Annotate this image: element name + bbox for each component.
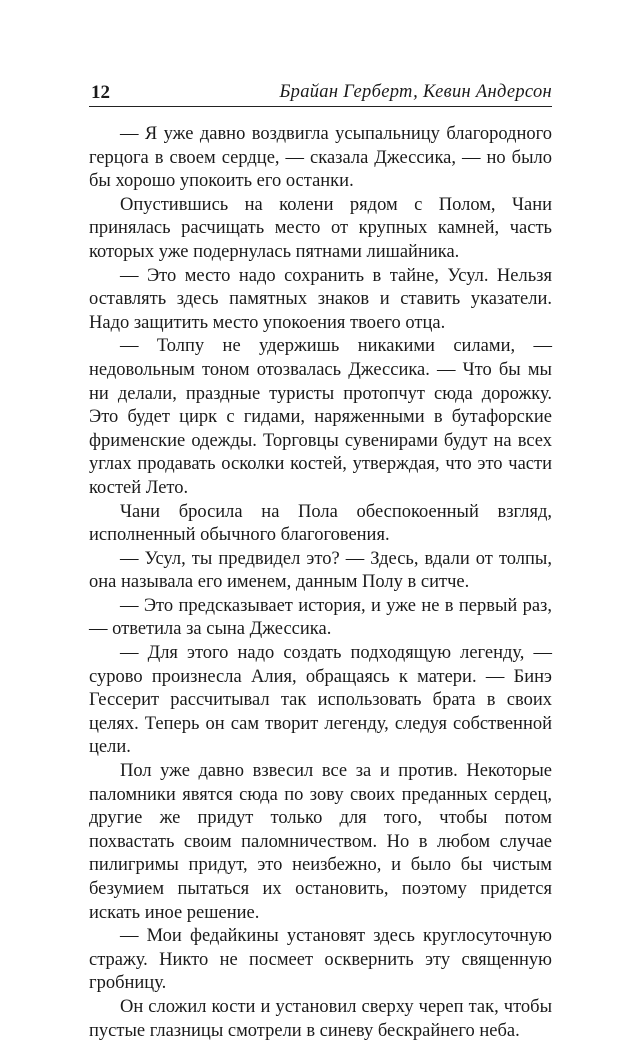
paragraph: — Для этого надо создать подходящую легенду, — сурово произнесла Алия, обращаясь к матери. — Бинэ Гессерит рассчитывал так использовать брата в своих целях. Теперь он сам творит легенду, следуя собственной цели.	[89, 643, 552, 758]
paragraph: Опустившись на колени рядом с Полом, Чани принялась расчищать место от крупных камней, часть которых уже подернулась пятнами лишайника.	[89, 194, 552, 262]
page-number: 12	[91, 82, 110, 103]
running-title: Брайан Герберт, Кевин Андерсон	[279, 82, 552, 102]
paragraph: — Это место надо сохранить в тайне, Усул. Нельзя оставлять здесь памятных знаков и ставить указатели. Надо защитить место упокоения твоего отца.	[89, 265, 552, 333]
paragraph: — Я уже давно воздвигла усыпальницу благородного герцога в своем сердце, — сказала Джессика, — но было бы хорошо упокоить его останки.	[89, 124, 552, 192]
paragraph: Пол уже давно взвесил все за и против. Некоторые паломники явятся сюда по зову своих преданных сердец, другие же придут только для того, чтобы потом похвастать своим паломничеством. Но в любом случае пилигримы придут, это неизбежно, и было бы чистым безумием пытаться их остановить, поэтому придется искать иное решение.	[89, 761, 552, 923]
paragraph: — Мои федайкины установят здесь круглосуточную стражу. Никто не посмеет осквернить эту священную гробницу.	[89, 926, 552, 994]
running-head	[89, 80, 552, 107]
paragraph: Он сложил кости и установил сверху череп так, чтобы пустые глазницы смотрели в синеву бескрайнего неба.	[89, 996, 552, 1041]
paragraph: — Это предсказывает история, и уже не в первый раз, — ответила за сына Джессика.	[89, 595, 552, 640]
paragraph: Чани бросила на Пола обеспокоенный взгляд, исполненный обычного благоговения.	[89, 501, 552, 546]
body-text	[89, 123, 552, 1043]
paragraph: — Усул, ты предвидел это? — Здесь, вдали от толпы, она называла его именем, данным Полу в ситче.	[89, 548, 552, 593]
paragraph: — Толпу не удержишь никакими силами, — недовольным тоном отозвалась Джессика. — Что бы мы ни делали, праздные туристы протопчут сюда дорожку. Это будет цирк с гидами, наряженными в бутафорские фрименские одежды. Торговцы сувенирами будут на всех углах продавать осколки костей, утверждая, что это части костей Лето.	[89, 336, 552, 498]
